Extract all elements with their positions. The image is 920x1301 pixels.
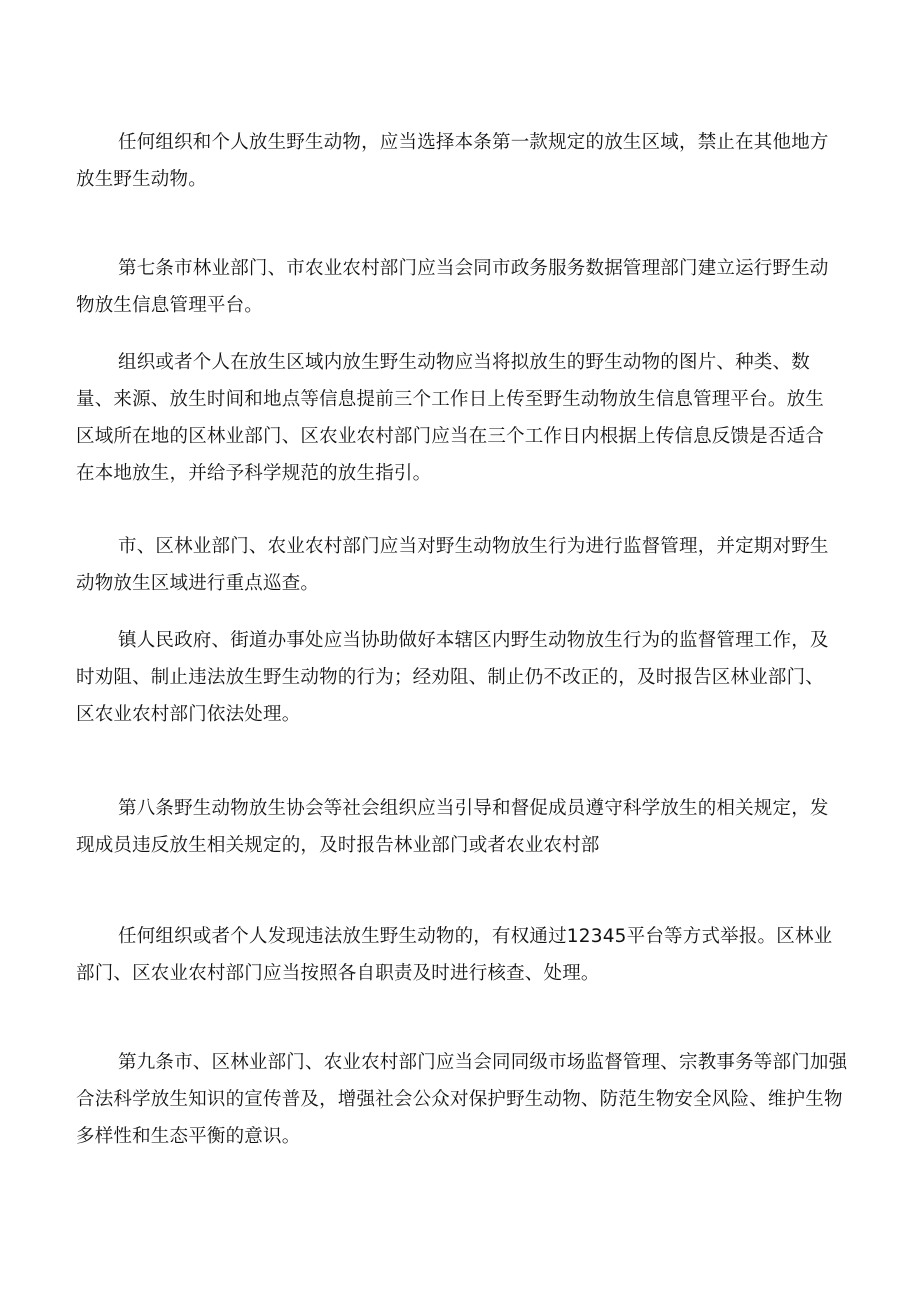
text-line: 合法科学放生知识的宣传普及，增强社会公众对保护野生动物、防范生物安全风险、维护生物 <box>76 1089 843 1110</box>
text-line: 现成员违反放生相关规定的，及时报告林业部门或者农业农村部 <box>76 835 600 856</box>
paragraph-supervision <box>76 528 830 602</box>
paragraph-article-8 <box>76 790 830 864</box>
text-line: 第八条野生动物放生协会等社会组织应当引导和督促成员遵守科学放生的相关规定，发 <box>118 798 829 819</box>
text-line: 任何组织和个人放生野生动物，应当选择本条第一款规定的放生区域，禁止在其他地方 <box>118 132 829 153</box>
paragraph-article-9 <box>76 1044 848 1155</box>
text-line: 镇人民政府、街道办事处应当协助做好本辖区内野生动物放生行为的监督管理工作，及 <box>118 630 829 651</box>
text-line: 时劝阻、制止违法放生野生动物的行为；经劝阻、制止仍不改正的，及时报告区林业部门、 <box>76 667 825 688</box>
text-line: 第七条市林业部门、市农业农村部门应当会同市政务服务数据管理部门建立运行野生动 <box>118 258 829 279</box>
text-line: 市、区林业部门、农业农村部门应当对野生动物放生行为进行监督管理，并定期对野生 <box>118 536 829 557</box>
text-line: 多样性和生态平衡的意识。 <box>76 1126 301 1147</box>
text-line: 动物放生区域进行重点巡查。 <box>76 573 320 594</box>
text-line: 第九条市、区林业部门、农业农村部门应当会同同级市场监督管理、宗教事务等部门加强 <box>118 1052 848 1073</box>
text-line: 放生野生动物。 <box>76 169 207 190</box>
paragraph-release-area-rule <box>76 124 830 198</box>
paragraph-reporting <box>76 918 833 992</box>
paragraph-town-government <box>76 622 830 733</box>
text-line: 区农业农村部门依法处理。 <box>76 704 301 725</box>
text-line: 任何组织或者个人发现违法放生野生动物的，有权通过12345平台等方式举报。区林业 <box>118 926 833 947</box>
text-line: 物放生信息管理平台。 <box>76 295 264 316</box>
text-line: 组织或者个人在放生区域内放生野生动物应当将拟放生的野生动物的图片、种类、数 <box>118 352 810 373</box>
text-line: 部门、区农业农村部门应当按照各自职责及时进行核查、处理。 <box>76 963 600 984</box>
paragraph-info-upload <box>76 344 830 492</box>
text-line: 区域所在地的区林业部门、区农业农村部门应当在三个工作日内根据上传信息反馈是否适合 <box>76 426 825 447</box>
text-line: 在本地放生，并给予科学规范的放生指引。 <box>76 463 432 484</box>
text-line: 量、来源、放生时间和地点等信息提前三个工作日上传至野生动物放生信息管理平台。放生 <box>76 389 825 410</box>
paragraph-article-7 <box>76 250 830 324</box>
